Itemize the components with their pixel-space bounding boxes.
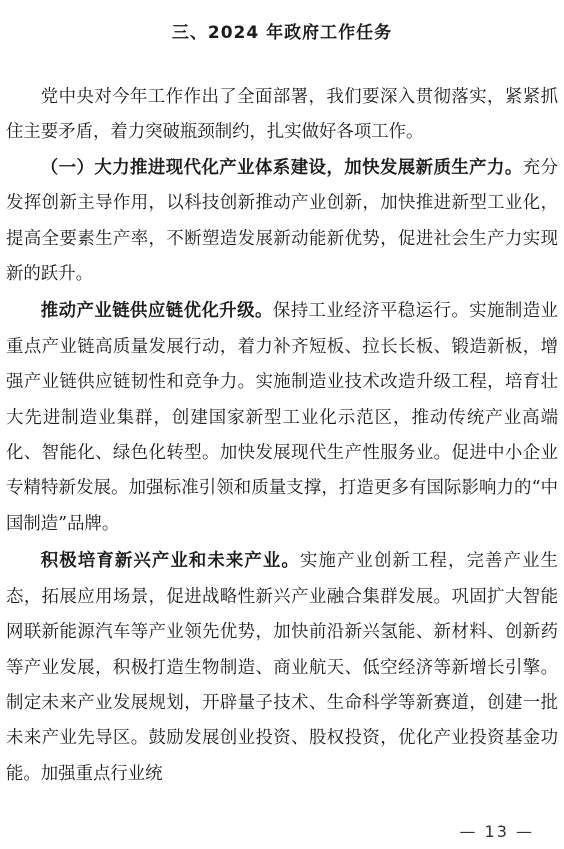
supply-chain-heading: 推动产业链供应链优化升级。	[40, 301, 273, 322]
paragraph-intro-text: 党中央对今年工作作出了全面部署，我们要深入贯彻落实，紧紧抓住主要矛盾，着力突破瓶颈制约，扎实做好各项工作。	[6, 87, 558, 143]
paragraph-supply-chain	[6, 294, 558, 542]
section-one-text: 充分发挥创新主导作用，以科技创新推动产业创新，加快推进新型工业化，提高全要素生产率，不断塑造发展新动能新优势，促进社会生产力实现新的跃升。	[6, 157, 558, 285]
page-number: — 13 —	[459, 822, 534, 841]
emerging-industries-text: 实施产业创新工程，完善产业生态，拓展应用场景，促进战略性新兴产业融合集群发展。巩固扩大智能网联新能源汽车等产业领先优势，加快前沿新兴氢能、新材料、创新药等产业发展，积极打造生物制造、商业航天、低空经济等新增长引擎。制定未来产业发展规划，开辟量子技术、生命科学等新赛道，创建一批未来产业先导区。鼓励发展创业投资、股权投资，优化产业投资基金功能。加强重点行业统	[6, 551, 558, 784]
section-one-heading: （一）大力推进现代化产业体系建设，加快发展新质生产力。	[40, 157, 523, 178]
paragraph-section-one	[6, 151, 558, 293]
paragraph-intro	[6, 80, 558, 151]
section-title: 三、2024 年政府工作任务	[171, 23, 393, 43]
emerging-industries-heading: 积极培育新兴产业和未来产业。	[40, 551, 300, 572]
paragraph-emerging-industries	[6, 544, 558, 792]
supply-chain-text: 保持工业经济平稳运行。实施制造业重点产业链高质量发展行动，着力补齐短板、拉长长板、锻造新板，增强产业链供应链韧性和竞争力。实施制造业技术改造升级工程，培育壮大先进制造业集群，创建国家新型工业化示范区，推动传统产业高端化、智能化、绿色化转型。加快发展现代生产性服务业。促进中小企业专精特新发展。加强标准引领和质量支撑，打造更多有国际影响力的“中国制造”品牌。	[6, 301, 558, 534]
body-text	[6, 80, 558, 792]
